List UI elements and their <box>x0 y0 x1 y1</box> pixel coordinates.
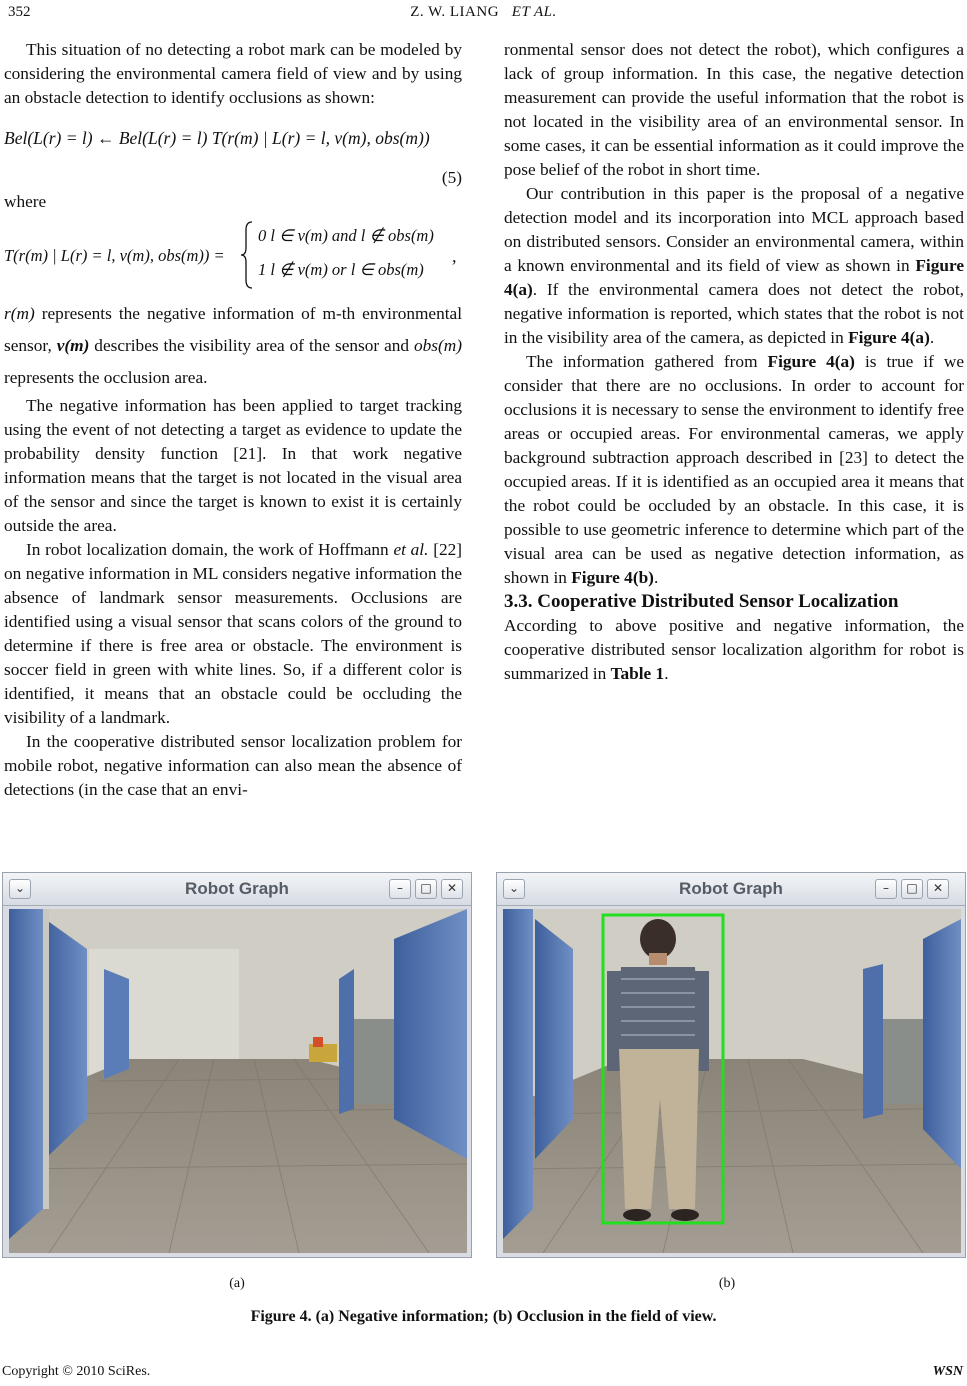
window-title: Robot Graph <box>185 879 289 898</box>
citation-etal: et al. <box>393 540 429 559</box>
camera-view-empty-room <box>9 909 467 1253</box>
minimize-icon[interactable]: – <box>875 879 897 899</box>
journal-name: WSN <box>932 1364 963 1379</box>
running-head-etal: ET AL. <box>511 4 557 20</box>
figure-reference[interactable]: Figure 4(b) <box>571 568 654 587</box>
symbol-r: r(m) <box>4 304 35 323</box>
window-title: Robot Graph <box>679 879 783 898</box>
paragraph: In the cooperative distributed sensor localization problem for mobile robot, negative information can also mean the absence of detections (in the case that an envi- <box>4 732 462 799</box>
paragraph-text: The information gathered from <box>526 352 758 371</box>
close-icon[interactable]: ✕ <box>927 879 949 899</box>
paragraph <box>4 538 462 730</box>
paragraph <box>504 350 964 590</box>
symbol-v: v(m) <box>56 336 90 355</box>
paragraph-text: Our contribution in this paper is the proposal of a negative detection model and its incorporation into MCL approach based on distributed sensors. Consider an environmental camera, within a known environmental and its field of view as shown in <box>504 184 964 275</box>
camera-view-with-person <box>503 909 961 1253</box>
case-brace <box>240 220 256 290</box>
symbol-obs-text: represents the occlusion area. <box>4 368 208 387</box>
window-titlebar <box>497 873 965 906</box>
maximize-icon[interactable]: □ <box>415 879 437 899</box>
minimize-icon[interactable]: – <box>389 879 411 899</box>
window-menu-icon[interactable]: ⌄ <box>503 879 525 899</box>
equation-number: (5) <box>441 168 462 187</box>
copyright-notice: Copyright © 2010 SciRes. <box>2 1364 151 1379</box>
maximize-icon[interactable]: □ <box>901 879 923 899</box>
table-reference[interactable]: Table 1 <box>610 664 665 683</box>
paragraph-text: [22] on negative information in ML considers negative information the absence of landmark sensor measurements. Occlusions are identified using a visual sensor that scans colors of the ground to determine if there is free area or obstacle. The environment is soccer field in green with white lines. So, if a different color is identified, it means that an obstacle could be occluding the visibility of a landmark. <box>4 540 462 727</box>
subfigure-b-caption: (b) <box>718 1276 736 1291</box>
case-comma: , <box>452 246 457 266</box>
paragraph <box>504 614 964 686</box>
case-top: 0 l ∈ v(m) and l ∉ obs(m) <box>258 226 434 245</box>
paragraph-text: . If the environmental camera does not detect the robot, negative information is reported, which states that the robot is not in the visibility area of the camera, as depicted in <box>504 280 964 347</box>
paragraph: The negative information has been applied to target tracking using the event of not detecting a target as evidence to update the probability density function [21]. In that work negative information means that the target is not located in the visual area of the sensor and since the target is known to exist it is certainly outside the area. <box>4 396 462 535</box>
figure-b-window <box>496 872 966 1258</box>
right-column <box>504 38 964 686</box>
figure-a-window <box>2 872 472 1258</box>
symbol-v-text: describes the visibility area of the sensor and <box>94 336 410 355</box>
paragraph: ronmental sensor does not detect the robot), which configures a lack of group information. In this case, the negative detection measurement can provide the useful information that the robot is not located in the visibility area of an environmental sensor. In some cases, it can be essential information as it could improve the pose belief of the robot in short time. <box>504 40 964 179</box>
paragraph-symbols <box>4 298 462 394</box>
case-lhs: T(r(m) | L(r) = l, v(m), obs(m)) = <box>4 246 225 265</box>
piecewise-equation <box>4 218 462 294</box>
equation-5-text: Bel(L(r) = l) ← Bel(L(r) = l) T(r(m) | L(r) = l, v(m), obs(m)) <box>4 128 430 148</box>
case-bottom: 1 l ∉ v(m) or l ∈ obs(m) <box>258 260 424 279</box>
close-icon[interactable]: ✕ <box>441 879 463 899</box>
paragraph: This situation of no detecting a robot mark can be modeled by considering the environmental camera field of view and by using an obstacle detection to identify occlusions as shown: <box>4 40 462 107</box>
paragraph-text: . <box>664 664 669 683</box>
where-label: where <box>4 192 47 211</box>
paragraph-text: According to above positive and negative information, the cooperative distributed sensor localization algorithm for robot is summarized in <box>504 616 964 683</box>
running-head <box>0 4 967 21</box>
left-column <box>4 38 462 802</box>
running-head-authors: Z. W. LIANG <box>410 4 500 20</box>
figure-reference[interactable]: Figure 4(a) <box>504 256 964 299</box>
figure-reference[interactable]: Figure 4(a) <box>767 352 855 371</box>
window-titlebar <box>3 873 471 906</box>
equation-5 <box>4 114 462 162</box>
page-number: 352 <box>8 4 31 20</box>
symbol-obs: obs(m) <box>414 336 462 355</box>
paragraph-text: is true if we consider that there are no occlusions. In order to account for occlusions it is necessary to sense the environment to identify free areas or occupied areas. For environmental cameras, we apply background subtraction approach described in [23] to detect the occupied areas. If it is identified as an occupied area it means that the robot could be occluded by an obstacle. In this case, it is possible to use geometric inference to determine which part of the visual area can be used as negative detection information, as shown in <box>504 352 965 587</box>
paragraph-text: . <box>653 568 659 587</box>
subfigure-a-caption: (a) <box>229 1276 245 1291</box>
paragraph <box>504 182 964 350</box>
section-heading: 3.3. Cooperative Distributed Sensor Localization <box>504 591 899 612</box>
paragraph-text: . <box>929 328 935 347</box>
figure-reference[interactable]: Figure 4(a) <box>848 328 930 347</box>
figure-caption: Figure 4. (a) Negative information; (b) Occlusion in the field of view. <box>250 1308 717 1325</box>
paragraph-text: In robot localization domain, the work of Hoffmann <box>26 540 389 559</box>
symbol-r-text: represents the negative information of m-th environmental sensor, <box>4 304 463 355</box>
window-menu-icon[interactable]: ⌄ <box>9 879 31 899</box>
